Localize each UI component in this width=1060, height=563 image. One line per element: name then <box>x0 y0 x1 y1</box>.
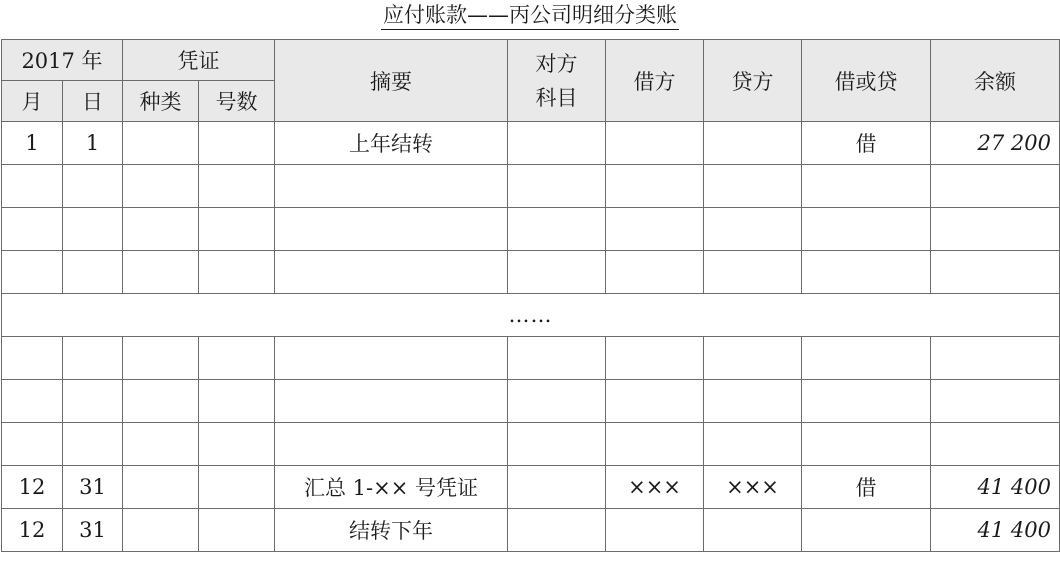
ellipsis-text: …… <box>2 294 1060 337</box>
cell-summary: 上年结转 <box>275 122 508 165</box>
cell-credit <box>704 251 802 294</box>
cell-credit <box>704 122 802 165</box>
cell-summary <box>275 165 508 208</box>
cell-counter-account <box>508 251 606 294</box>
cell-summary <box>275 251 508 294</box>
header-voucher-number: 号数 <box>199 81 275 122</box>
cell-voucher-type <box>123 380 199 423</box>
header-year: 2017 年 <box>2 40 123 81</box>
cell-credit <box>704 337 802 380</box>
cell-balance: 41 400 <box>931 466 1060 509</box>
cell-month: 12 <box>2 509 63 552</box>
cell-counter-account <box>508 122 606 165</box>
header-summary: 摘要 <box>275 40 508 122</box>
cell-dr-or-cr <box>802 165 931 208</box>
table-row <box>2 337 1060 380</box>
cell-day <box>63 208 123 251</box>
cell-debit <box>606 380 704 423</box>
cell-voucher-number <box>199 165 275 208</box>
cell-counter-account <box>508 423 606 466</box>
cell-voucher-number <box>199 466 275 509</box>
cell-voucher-type <box>123 122 199 165</box>
cell-summary: 汇总 1-×× 号凭证 <box>275 466 508 509</box>
cell-month <box>2 251 63 294</box>
cell-month: 1 <box>2 122 63 165</box>
cell-counter-account <box>508 165 606 208</box>
cell-credit <box>704 208 802 251</box>
table-row <box>2 122 1060 165</box>
table-row <box>2 251 1060 294</box>
cell-debit <box>606 337 704 380</box>
cell-voucher-type <box>123 208 199 251</box>
cell-day <box>63 165 123 208</box>
header-month: 月 <box>2 81 63 122</box>
table-row <box>2 423 1060 466</box>
cell-dr-or-cr <box>802 380 931 423</box>
cell-day <box>63 380 123 423</box>
cell-voucher-number <box>199 251 275 294</box>
cell-dr-or-cr <box>802 423 931 466</box>
ledger-title <box>0 2 1060 34</box>
table-row <box>2 208 1060 251</box>
cell-balance: 27 200 <box>931 122 1060 165</box>
cell-summary: 结转下年 <box>275 509 508 552</box>
cell-month <box>2 337 63 380</box>
cell-day: 31 <box>63 466 123 509</box>
cell-dr-or-cr: 借 <box>802 466 931 509</box>
cell-balance <box>931 380 1060 423</box>
cell-month <box>2 208 63 251</box>
cell-balance <box>931 165 1060 208</box>
header-counter-account-text: 对方科目 <box>535 51 578 110</box>
cell-debit <box>606 165 704 208</box>
cell-voucher-number <box>199 380 275 423</box>
table-row <box>2 165 1060 208</box>
cell-credit: ××× <box>704 466 802 509</box>
header-voucher: 凭证 <box>123 40 275 81</box>
cell-dr-or-cr <box>802 208 931 251</box>
cell-debit <box>606 208 704 251</box>
cell-debit <box>606 122 704 165</box>
cell-counter-account <box>508 208 606 251</box>
cell-voucher-number <box>199 208 275 251</box>
header-day: 日 <box>63 81 123 122</box>
cell-credit <box>704 423 802 466</box>
cell-summary <box>275 423 508 466</box>
cell-dr-or-cr <box>802 337 931 380</box>
cell-voucher-number <box>199 122 275 165</box>
cell-debit: ××× <box>606 466 704 509</box>
cell-voucher-type <box>123 466 199 509</box>
header-dr-or-cr: 借或贷 <box>802 40 931 122</box>
header-voucher-type: 种类 <box>123 81 199 122</box>
cell-month <box>2 165 63 208</box>
cell-debit <box>606 423 704 466</box>
cell-voucher-number <box>199 337 275 380</box>
cell-dr-or-cr <box>802 251 931 294</box>
cell-day <box>63 337 123 380</box>
cell-dr-or-cr: 借 <box>802 122 931 165</box>
header-credit: 贷方 <box>704 40 802 122</box>
cell-balance <box>931 251 1060 294</box>
cell-balance: 41 400 <box>931 509 1060 552</box>
cell-balance <box>931 337 1060 380</box>
ledger-body <box>2 122 1060 552</box>
cell-credit <box>704 380 802 423</box>
cell-debit <box>606 509 704 552</box>
cell-summary <box>275 380 508 423</box>
cell-day <box>63 251 123 294</box>
ellipsis-row <box>2 294 1060 337</box>
ledger-table <box>1 39 1060 552</box>
cell-month <box>2 423 63 466</box>
cell-counter-account <box>508 337 606 380</box>
cell-debit <box>606 251 704 294</box>
table-row <box>2 509 1060 552</box>
cell-credit <box>704 509 802 552</box>
cell-counter-account <box>508 466 606 509</box>
cell-voucher-number <box>199 509 275 552</box>
cell-voucher-type <box>123 423 199 466</box>
cell-voucher-type <box>123 509 199 552</box>
cell-counter-account <box>508 380 606 423</box>
cell-summary <box>275 337 508 380</box>
table-row <box>2 380 1060 423</box>
ledger-header <box>2 40 1060 122</box>
cell-balance <box>931 423 1060 466</box>
cell-balance <box>931 208 1060 251</box>
cell-voucher-type <box>123 251 199 294</box>
table-row <box>2 466 1060 509</box>
header-counter-account <box>508 40 606 122</box>
cell-voucher-number <box>199 423 275 466</box>
header-balance: 余额 <box>931 40 1060 122</box>
cell-month: 12 <box>2 466 63 509</box>
cell-voucher-type <box>123 165 199 208</box>
cell-day <box>63 423 123 466</box>
cell-month <box>2 380 63 423</box>
cell-counter-account <box>508 509 606 552</box>
cell-voucher-type <box>123 337 199 380</box>
header-debit: 借方 <box>606 40 704 122</box>
cell-day: 1 <box>63 122 123 165</box>
ledger-title-text: 应付账款——丙公司明细分类账 <box>381 2 679 30</box>
cell-day: 31 <box>63 509 123 552</box>
cell-credit <box>704 165 802 208</box>
cell-summary <box>275 208 508 251</box>
cell-dr-or-cr <box>802 509 931 552</box>
